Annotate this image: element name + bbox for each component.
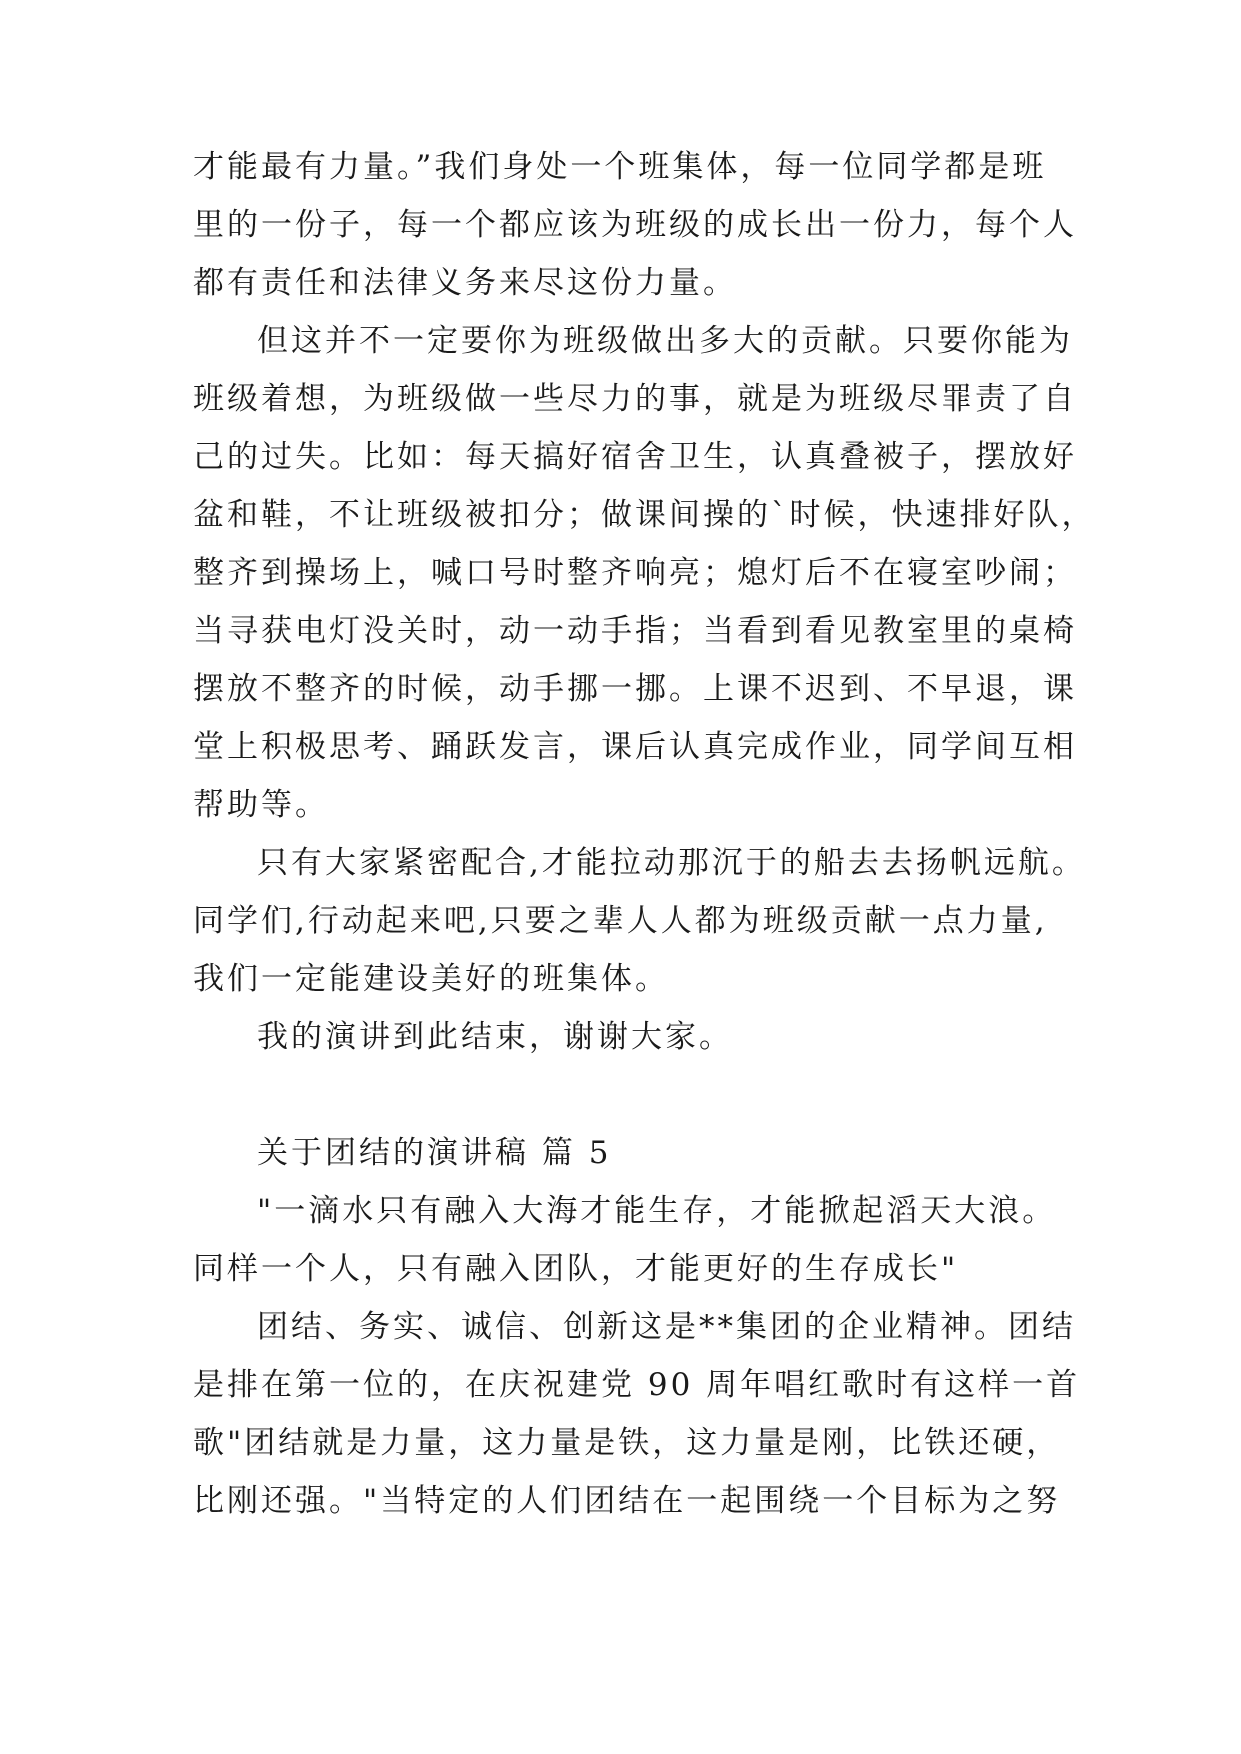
- document-body: [193, 138, 1096, 1530]
- text-line: 都有责任和法律义务来尽这份力量。: [193, 265, 737, 301]
- text-line: 才能最有力量。”我们身处一个班集体，每一位同学都是班: [193, 149, 1047, 185]
- paragraph-start-line: 团结、务实、诚信、创新这是**集团的企业精神。团结: [257, 1309, 1076, 1345]
- text-line: 里的一份子，每一个都应该为班级的成长出一份力，每个人: [193, 207, 1077, 243]
- text-line: 班级着想，为班级做一些尽力的事，就是为班级尽罪责了自: [193, 381, 1077, 417]
- text-line: 同样一个人，只有融入团队，才能更好的生存成长": [193, 1251, 959, 1287]
- text-line: 歌"团结就是力量，这力量是铁，这力量是刚，比铁还硬，: [193, 1425, 1061, 1461]
- text-line: 盆和鞋，不让班级被扣分；做课间操的`时候，快速排好队，: [193, 497, 1096, 533]
- text-line: 当寻获电灯没关时，动一动手指；当看到看见教室里的桌椅: [193, 613, 1077, 649]
- text-line: 我们一定能建设美好的班集体。: [193, 961, 669, 997]
- text-line: 摆放不整齐的时候，动手挪一挪。上课不迟到、不早退，课: [193, 671, 1077, 707]
- text-line: 比刚还强。"当特定的人们团结在一起围绕一个目标为之努: [193, 1483, 1061, 1519]
- paragraph-start-line: "一滴水只有融入大海才能生存，才能掀起滔天大浪。: [257, 1193, 1057, 1229]
- closing-line: 我的演讲到此结束，谢谢大家。: [257, 1019, 733, 1055]
- text-line: 己的过失。比如：每天搞好宿舍卫生，认真叠被子，摆放好: [193, 439, 1077, 475]
- paragraph-start-line: 但这并不一定要你为班级做出多大的贡献。只要你能为: [257, 323, 1073, 359]
- text-line: 整齐到操场上，喊口号时整齐响亮；熄灯后不在寝室吵闹；: [193, 555, 1077, 591]
- text-line: 堂上积极思考、踊跃发言，课后认真完成作业，同学间互相: [193, 729, 1077, 765]
- text-line: 同学们,行动起来吧,只要之辈人人都为班级贡献一点力量,: [193, 903, 1048, 939]
- text-line: 是排在第一位的，在庆祝建党 90 周年唱红歌时有这样一首: [193, 1367, 1081, 1403]
- text-line: 帮助等。: [193, 787, 329, 823]
- paragraph-start-line: 只有大家紧密配合,才能拉动那沉于的船去去扬帆远航。: [257, 845, 1086, 881]
- paragraph-gap: [193, 1066, 1053, 1124]
- section-heading: 关于团结的演讲稿 篇 5: [257, 1135, 612, 1171]
